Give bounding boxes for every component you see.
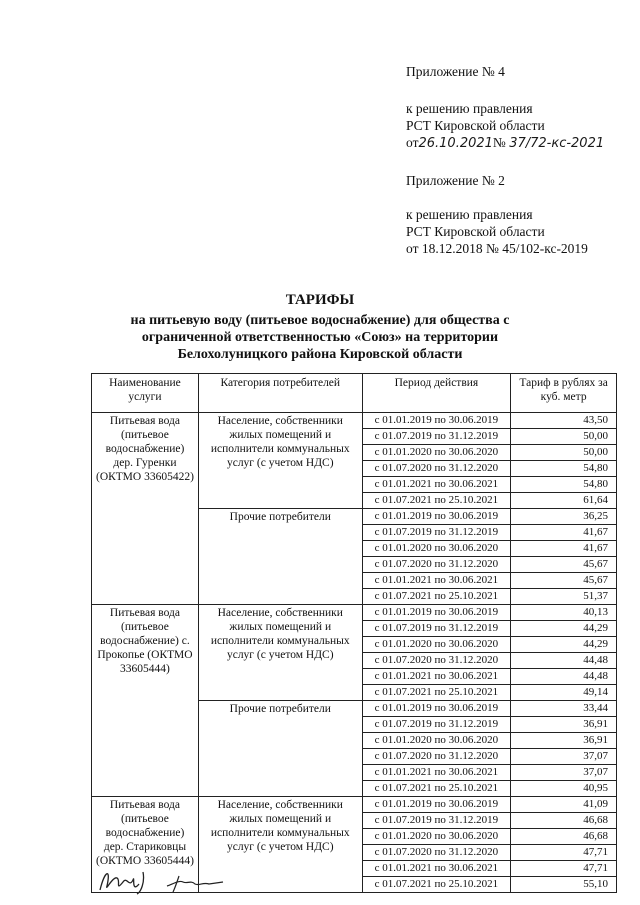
period-cell: с 01.07.2021 по 25.10.2021 <box>362 493 511 509</box>
appendix-2-text: Приложение № 2 <box>406 173 505 188</box>
period-cell: с 01.07.2019 по 31.12.2019 <box>362 621 511 637</box>
tariff-value-cell: 37,07 <box>511 765 617 781</box>
decision-2-reference <box>406 206 588 257</box>
service-name-cell: Питьевая вода (питьевое водоснабжение) дер. Стариковцы (ОКТМО 33605444) <box>92 797 199 893</box>
tariff-value-cell: 36,91 <box>511 733 617 749</box>
handwritten-date: 26.10.2021 <box>418 136 493 151</box>
category-cell: Население, собственники жилых помещений и исполнители коммунальных услуг (с учетом НДС) <box>198 605 362 701</box>
tariff-value-cell: 43,50 <box>511 413 617 429</box>
tariff-value-cell: 37,07 <box>511 749 617 765</box>
header-period: Период действия <box>362 374 511 413</box>
tariff-value-cell: 44,29 <box>511 621 617 637</box>
tariff-value-cell: 47,71 <box>511 861 617 877</box>
period-cell: с 01.01.2019 по 30.06.2019 <box>362 605 511 621</box>
tariff-value-cell: 41,67 <box>511 541 617 557</box>
document-title <box>0 292 640 363</box>
title-line3: ограниченной ответственностью «Союз» на территории <box>141 330 499 345</box>
tariff-value-cell: 44,29 <box>511 637 617 653</box>
decision-1-line2: РСТ Кировской области <box>406 118 545 133</box>
period-cell: с 01.01.2021 по 30.06.2021 <box>362 765 511 781</box>
signature <box>95 862 245 898</box>
period-cell: с 01.01.2020 по 30.06.2020 <box>362 445 511 461</box>
category-cell: Прочие потребители <box>198 701 362 797</box>
decision-1-line3 <box>406 134 604 152</box>
tariff-value-cell: 33,44 <box>511 701 617 717</box>
decision-2-line3: от 18.12.2018 № 45/102-кс-2019 <box>406 241 588 256</box>
decision-2-line2: РСТ Кировской области <box>406 224 545 239</box>
period-cell: с 01.01.2019 по 30.06.2019 <box>362 797 511 813</box>
period-cell: с 01.07.2019 по 31.12.2019 <box>362 813 511 829</box>
period-cell: с 01.01.2020 по 30.06.2020 <box>362 733 511 749</box>
tariff-value-cell: 51,37 <box>511 589 617 605</box>
tariff-value-cell: 41,67 <box>511 525 617 541</box>
tariff-value-cell: 46,68 <box>511 813 617 829</box>
period-cell: с 01.01.2020 по 30.06.2020 <box>362 541 511 557</box>
period-cell: с 01.07.2020 по 31.12.2020 <box>362 557 511 573</box>
period-cell: с 01.07.2021 по 25.10.2021 <box>362 781 511 797</box>
appendix-2-label <box>406 172 505 189</box>
tariff-value-cell: 54,80 <box>511 477 617 493</box>
tariff-value-cell: 61,64 <box>511 493 617 509</box>
header-category: Категория потребителей <box>198 374 362 413</box>
tariff-value-cell: 44,48 <box>511 669 617 685</box>
tariff-value-cell: 40,13 <box>511 605 617 621</box>
tariff-value-cell: 49,14 <box>511 685 617 701</box>
period-cell: с 01.01.2021 по 30.06.2021 <box>362 861 511 877</box>
period-cell: с 01.07.2019 по 31.12.2019 <box>362 717 511 733</box>
tariff-value-cell: 45,67 <box>511 557 617 573</box>
tariff-value-cell: 55,10 <box>511 877 617 893</box>
service-name-cell: Питьевая вода (питьевое водоснабжение) с. Прокопье (ОКТМО 33605444) <box>92 605 199 797</box>
decision-1-line1: к решению правления <box>406 101 533 116</box>
table-row <box>92 413 617 429</box>
period-cell: с 01.07.2020 по 31.12.2020 <box>362 653 511 669</box>
tariff-value-cell: 36,91 <box>511 717 617 733</box>
tariff-value-cell: 45,67 <box>511 573 617 589</box>
handwritten-number: 37/72-кс-2021 <box>509 136 605 151</box>
table-header-row <box>92 374 617 413</box>
header-tariff: Тариф в рублях за куб. метр <box>511 374 617 413</box>
tariff-value-cell: 41,09 <box>511 797 617 813</box>
tariff-value-cell: 40,95 <box>511 781 617 797</box>
decision-1-reference <box>406 100 604 152</box>
decision-2-line1: к решению правления <box>406 207 533 222</box>
header-service: Наименование услуги <box>92 374 199 413</box>
period-cell: с 01.01.2019 по 30.06.2019 <box>362 701 511 717</box>
tariff-table <box>91 373 617 893</box>
period-cell: с 01.07.2019 по 31.12.2019 <box>362 429 511 445</box>
period-cell: с 01.07.2021 по 25.10.2021 <box>362 877 511 893</box>
tariff-value-cell: 36,25 <box>511 509 617 525</box>
tariff-value-cell: 50,00 <box>511 445 617 461</box>
tariff-value-cell: 50,00 <box>511 429 617 445</box>
period-cell: с 01.01.2021 по 30.06.2021 <box>362 669 511 685</box>
tariff-value-cell: 47,71 <box>511 845 617 861</box>
title-line1: ТАРИФЫ <box>285 292 355 308</box>
title-line4: Белохолуницкого района Кировской области <box>177 347 463 362</box>
period-cell: с 01.01.2019 по 30.06.2019 <box>362 413 511 429</box>
period-cell: с 01.01.2021 по 30.06.2021 <box>362 477 511 493</box>
tariff-value-cell: 44,48 <box>511 653 617 669</box>
period-cell: с 01.01.2019 по 30.06.2019 <box>362 509 511 525</box>
appendix-4-text: Приложение № 4 <box>406 64 505 79</box>
table-row <box>92 605 617 621</box>
decision-1-prefix: от <box>406 135 419 150</box>
number-sign: № <box>492 135 506 150</box>
period-cell: с 01.07.2021 по 25.10.2021 <box>362 589 511 605</box>
period-cell: с 01.07.2021 по 25.10.2021 <box>362 685 511 701</box>
period-cell: с 01.01.2020 по 30.06.2020 <box>362 829 511 845</box>
tariff-value-cell: 46,68 <box>511 829 617 845</box>
period-cell: с 01.01.2021 по 30.06.2021 <box>362 573 511 589</box>
period-cell: с 01.01.2020 по 30.06.2020 <box>362 637 511 653</box>
category-cell: Население, собственники жилых помещений и исполнители коммунальных услуг (с учетом НДС) <box>198 797 362 893</box>
period-cell: с 01.07.2020 по 31.12.2020 <box>362 461 511 477</box>
period-cell: с 01.07.2020 по 31.12.2020 <box>362 845 511 861</box>
appendix-4-label <box>406 63 505 80</box>
service-name-cell: Питьевая вода (питьевое водоснабжение) дер. Гуренки (ОКТМО 33605422) <box>92 413 199 605</box>
category-cell: Прочие потребители <box>198 509 362 605</box>
period-cell: с 01.07.2020 по 31.12.2020 <box>362 749 511 765</box>
period-cell: с 01.07.2019 по 31.12.2019 <box>362 525 511 541</box>
category-cell: Население, собственники жилых помещений и исполнители коммунальных услуг (с учетом НДС) <box>198 413 362 509</box>
title-line2: на питьевую воду (питьевое водоснабжение) для общества с <box>130 313 510 328</box>
tariff-value-cell: 54,80 <box>511 461 617 477</box>
table-row <box>92 797 617 813</box>
